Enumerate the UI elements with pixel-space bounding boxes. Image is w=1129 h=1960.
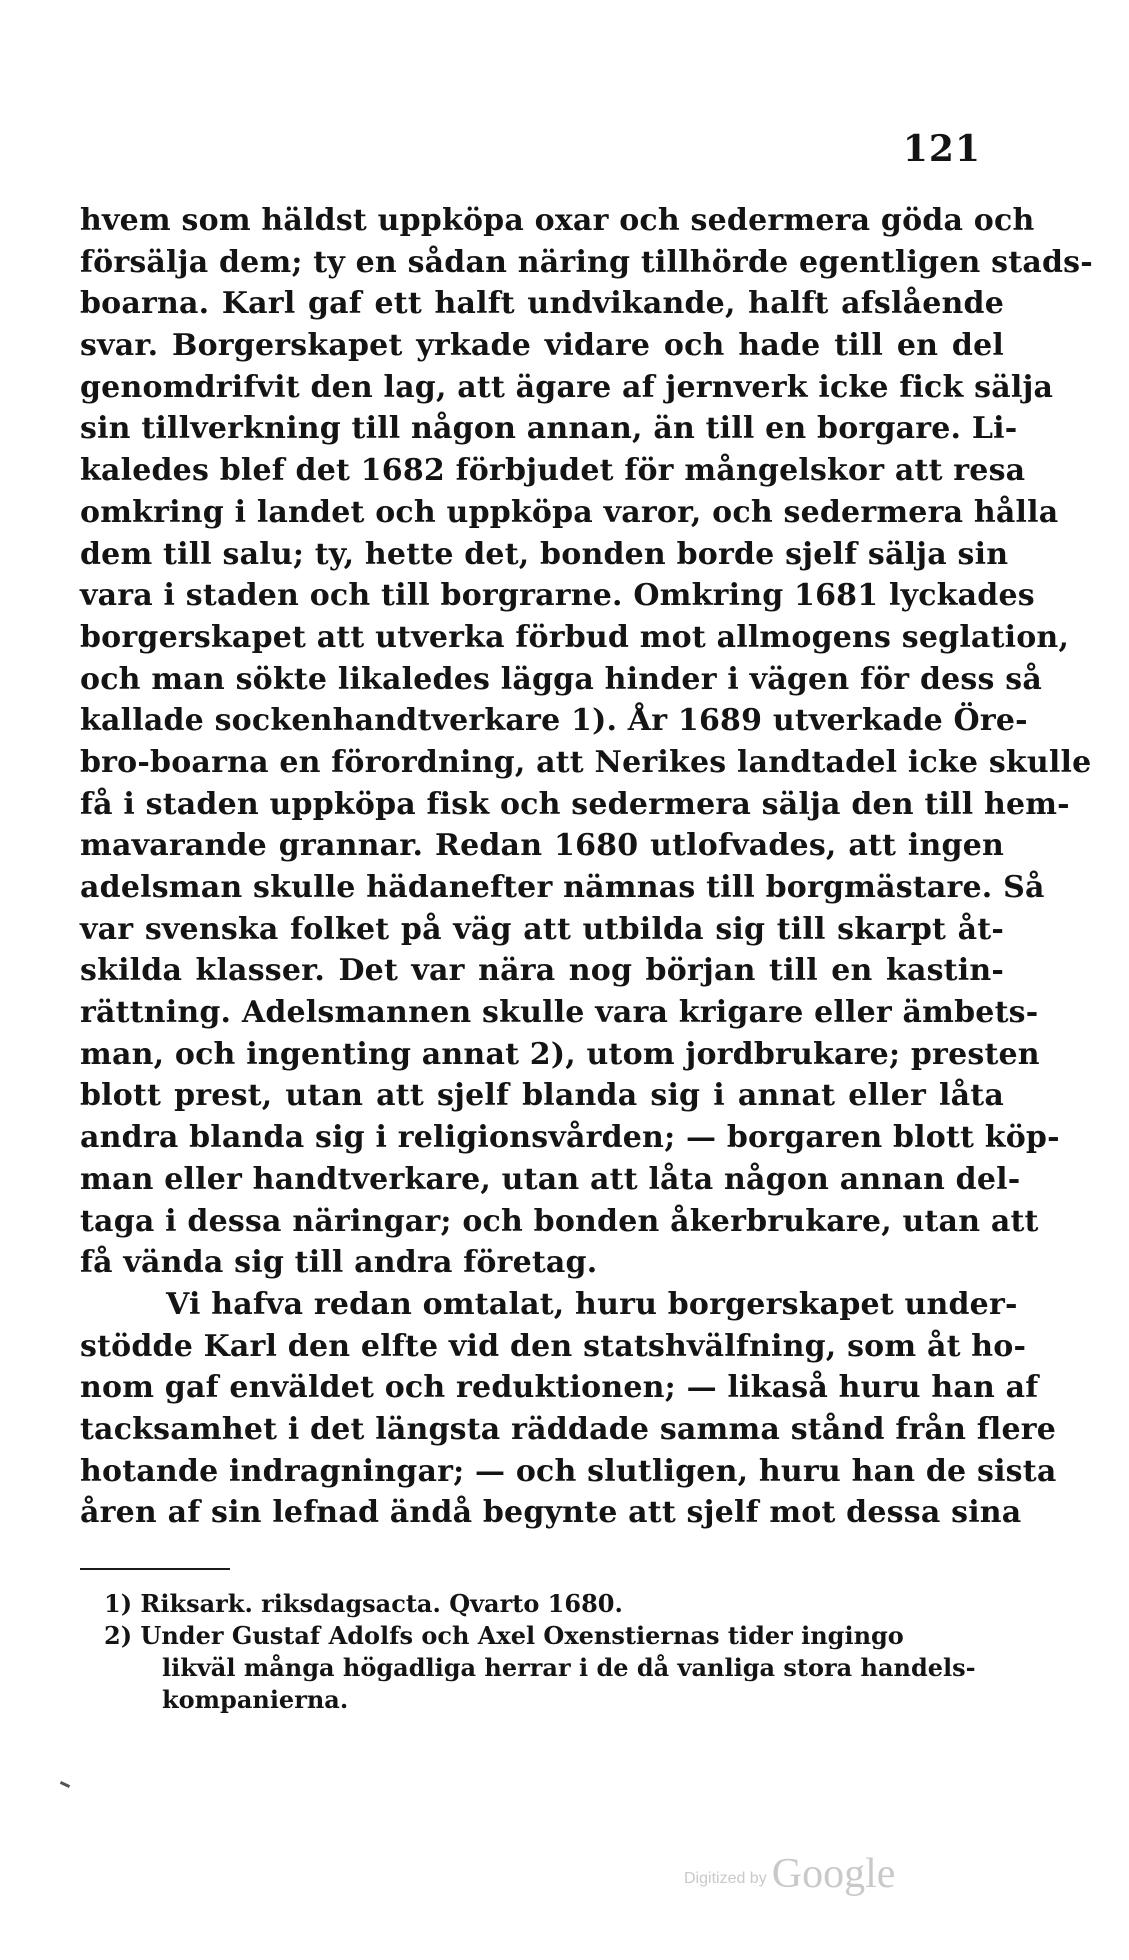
text-line: andra blanda sig i religionsvården; — borgaren blott köp- <box>80 1120 1060 1156</box>
text-line: Vi hafva redan omtalat, huru borgerskapet under- <box>166 1286 1018 1322</box>
footnote-2: 2) Under Gustaf Adolfs och Axel Oxenstiernas tider ingingo <box>104 1621 904 1650</box>
text-line: blott prest, utan att sjelf blanda sig i annat eller låta <box>80 1078 1004 1114</box>
text-line: och man sökte likaledes lägga hinder i vägen för dess så <box>80 661 1042 697</box>
text-line: genomdrifvit den lag, att ägare af jernverk icke fick sälja <box>80 369 1054 405</box>
text-line: omkring i landet och uppköpa varor, och sedermera hålla <box>80 494 1059 530</box>
footnotes <box>104 1588 1004 1716</box>
text-line: svar. Borgerskapet yrkade vidare och hade till en del <box>80 328 1004 364</box>
footnote-rule <box>80 1568 230 1570</box>
text-line: kallade sockenhandtverkare 1). År 1689 utverkade Öre- <box>80 703 1028 739</box>
text-line: var svenska folket på väg att utbilda sig till skarpt åt- <box>80 911 1004 947</box>
google-watermark <box>684 1850 895 1898</box>
text-line: sin tillverkning till någon annan, än till en borgare. Li- <box>80 411 1018 447</box>
footnote-2-continued: kompanierna. <box>162 1685 349 1714</box>
text-line: vara i staden och till borgrarne. Omkring 1681 lyckades <box>80 578 1035 614</box>
body-text <box>80 200 1093 1534</box>
text-line: försälja dem; ty en sådan näring tillhörde egentligen stads- <box>80 244 1093 280</box>
text-line: dem till salu; ty, hette det, bonden borde sjelf sälja sin <box>80 536 1009 572</box>
text-line: skilda klasser. Det var nära nog början till en kastin- <box>80 953 1004 989</box>
text-line: få vända sig till andra företag. <box>80 1245 598 1281</box>
text-line: tacksamhet i det längsta räddade samma stånd från flere <box>80 1411 1057 1447</box>
text-line: adelsman skulle hädanefter nämnas till borgmästare. Så <box>80 870 1045 905</box>
text-line: åren af sin lefnad ändå begynte att sjelf mot dessa sina <box>80 1495 1022 1531</box>
text-line: rättning. Adelsmannen skulle vara krigare eller ämbets- <box>80 995 1039 1031</box>
footnote-1: 1) Riksark. riksdagsacta. Qvarto 1680. <box>104 1589 623 1618</box>
text-line: nom gaf enväldet och reduktionen; — likaså huru han af <box>80 1370 1039 1406</box>
google-logo-icon: Google <box>771 1851 896 1897</box>
speck <box>60 1781 70 1788</box>
footnote-2-continued: likväl många högadliga herrar i de då vanliga stora handels- <box>162 1653 976 1682</box>
text-line: kaledes blef det 1682 förbjudet för mångelskor att resa <box>80 453 1026 489</box>
text-line: taga i dessa näringar; och bonden åkerbrukare, utan att <box>80 1203 1039 1239</box>
text-line: få i staden uppköpa fisk och sedermera sälja den till hem- <box>80 786 1070 822</box>
text-line: hvem som häldst uppköpa oxar och sedermera göda och <box>80 203 1035 238</box>
text-line: borgerskapet att utverka förbud mot allmogens seglation, <box>80 619 1070 655</box>
text-line: stödde Karl den elfte vid den statshvälfning, som åt ho- <box>80 1328 1027 1364</box>
watermark-prefix: Digitized by <box>684 1870 767 1887</box>
text-line: boarna. Karl gaf ett halft undvikande, halft afslående <box>80 286 1004 322</box>
text-line: hotande indragningar; — och slutligen, huru han de sista <box>80 1453 1057 1489</box>
page-number: 121 <box>902 128 981 170</box>
text-line: man, och ingenting annat 2), utom jordbrukare; presten <box>80 1036 1040 1072</box>
text-line: bro-boarna en förordning, att Nerikes landtadel icke skulle <box>80 744 1092 780</box>
text-line: mavarande grannar. Redan 1680 utlofvades, att ingen <box>80 828 1004 864</box>
text-line: man eller handtverkare, utan att låta någon annan del- <box>80 1161 1021 1197</box>
